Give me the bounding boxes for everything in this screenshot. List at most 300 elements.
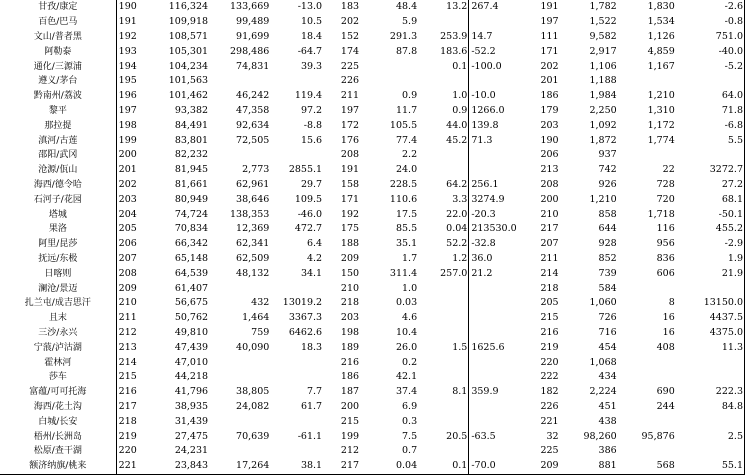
data-cell: 172: [340, 119, 360, 131]
data-cell: [418, 281, 469, 296]
table-row: [0, 459, 745, 474]
data-cell: 0.04: [360, 459, 418, 474]
data-cell: 4437.5: [676, 311, 745, 326]
airport-name-cell: 文山/普者黑: [0, 30, 116, 45]
data-cell: [270, 148, 323, 163]
data-cell: 207: [540, 238, 559, 250]
data-cell: 55.1: [676, 459, 745, 474]
data-cell: 171: [540, 45, 559, 57]
data-cell: -70.0: [469, 459, 530, 474]
airport-name-cell: 遵义/茅台: [0, 74, 116, 89]
data-cell: 65,148: [174, 252, 209, 264]
data-cell: 4375.0: [676, 326, 745, 341]
data-cell: -46.0: [297, 208, 323, 220]
data-cell: 116: [656, 223, 675, 235]
data-cell: [209, 370, 270, 385]
data-cell: 99,489: [236, 16, 270, 28]
data-cell: 36.0: [471, 252, 493, 264]
data-cell: 716: [598, 326, 617, 338]
data-cell: 5.9: [402, 16, 418, 28]
data-cell: 34.1: [300, 267, 323, 279]
data-cell: 209: [530, 459, 560, 474]
airport-name-cell: 松原/查干湖: [0, 444, 116, 459]
table-row: [0, 355, 745, 370]
table-row: [0, 444, 745, 459]
table-row: [0, 192, 745, 207]
airport-name-cell: 黔南州/荔波: [0, 89, 116, 104]
table-row: [0, 163, 745, 178]
table-row: [0, 281, 745, 296]
table-row: [0, 148, 745, 163]
data-cell: 24.0: [395, 164, 418, 176]
data-cell: [209, 74, 270, 89]
table-row: [0, 30, 745, 45]
data-cell: 204: [118, 208, 137, 220]
data-cell: 213: [118, 341, 137, 353]
data-cell: 214: [118, 356, 137, 368]
data-cell: -50.1: [676, 207, 745, 222]
data-cell: 221: [116, 459, 147, 474]
data-cell: 454: [598, 341, 617, 353]
data-cell: 198: [118, 119, 137, 131]
data-cell: [418, 74, 469, 89]
data-cell: [469, 74, 530, 89]
data-cell: [209, 148, 270, 163]
data-cell: 1.0: [402, 282, 418, 294]
data-cell: 17.5: [395, 208, 418, 220]
data-cell: -10.0: [471, 90, 496, 102]
data-cell: 39.3: [300, 60, 323, 72]
data-cell: 1,210: [589, 193, 617, 205]
data-cell: 438: [598, 415, 617, 427]
data-cell: 244: [656, 400, 675, 412]
data-cell: 61.7: [300, 400, 323, 412]
data-cell: 150: [340, 267, 360, 279]
airport-name-cell: 宁蒗/泸沽湖: [0, 340, 116, 355]
data-cell: 210: [540, 208, 559, 220]
data-cell: [209, 414, 270, 429]
data-cell: 109,918: [168, 16, 209, 28]
data-cell: 196: [118, 90, 137, 102]
data-cell: 1266.0: [471, 104, 505, 116]
data-cell: -5.2: [676, 59, 745, 74]
data-cell: [469, 414, 530, 429]
data-cell: 226: [340, 75, 360, 87]
data-cell: 13150.0: [676, 296, 745, 311]
data-cell: 858: [598, 208, 617, 220]
airport-name-cell: 通化/三源浦: [0, 59, 116, 74]
table-row: [0, 118, 745, 133]
data-cell: [418, 311, 469, 326]
data-cell: 110.6: [389, 193, 418, 205]
data-cell: [418, 326, 469, 341]
data-cell: 64,539: [174, 267, 209, 279]
data-cell: 215: [118, 371, 137, 383]
data-cell: 386: [598, 445, 617, 457]
table-row: [0, 133, 745, 148]
data-cell: 20.5: [418, 429, 469, 444]
data-cell: [360, 59, 418, 74]
data-cell: 206: [540, 149, 559, 161]
airport-name-cell: 沧源/佤山: [0, 163, 116, 178]
data-cell: 198: [340, 326, 360, 338]
table-row: [0, 326, 745, 341]
data-cell: 0.9: [402, 90, 418, 102]
data-cell: 12,369: [236, 223, 270, 235]
table-row: [0, 59, 745, 74]
airport-name-cell: 果洛: [0, 222, 116, 237]
data-cell: 38,646: [236, 193, 270, 205]
airport-name-cell: 白城/长安: [0, 414, 116, 429]
data-cell: 2855.1: [288, 164, 323, 176]
data-cell: 606: [656, 267, 675, 279]
data-cell: 193: [118, 45, 137, 57]
data-cell: 1.5: [418, 340, 469, 355]
data-cell: 216: [540, 326, 559, 338]
data-cell: 15.6: [300, 134, 323, 146]
table-row: [0, 252, 745, 267]
data-cell: 62,509: [236, 252, 270, 264]
data-cell: 186: [340, 371, 360, 383]
data-cell: [270, 355, 323, 370]
data-cell: 937: [598, 149, 617, 161]
data-cell: [469, 326, 530, 341]
airport-name-cell: 莎车: [0, 370, 116, 385]
data-cell: 205: [118, 223, 137, 235]
data-cell: 71.3: [471, 134, 493, 146]
data-cell: [418, 15, 469, 30]
data-cell: 213530.0: [471, 223, 517, 235]
table-row: [0, 311, 745, 326]
data-cell: 739: [598, 267, 617, 279]
data-cell: [360, 74, 418, 89]
data-cell: 759: [251, 326, 270, 338]
data-cell: 751.0: [676, 30, 745, 45]
data-cell: 3272.7: [676, 163, 745, 178]
data-cell: 17,264: [209, 459, 270, 474]
data-cell: 70,834: [174, 223, 209, 235]
data-cell: 62,961: [236, 178, 270, 190]
data-cell: 742: [598, 164, 617, 176]
data-cell: 8.1: [418, 385, 469, 400]
data-cell: 71.8: [676, 104, 745, 119]
data-cell: 119.4: [294, 90, 323, 102]
data-cell: 200: [118, 149, 137, 161]
data-cell: 190: [540, 134, 559, 146]
data-cell: 56,675: [174, 297, 209, 309]
data-cell: 4.6: [402, 312, 418, 324]
data-cell: 5.5: [676, 133, 745, 148]
data-cell: 31,439: [174, 415, 209, 427]
data-cell: 225: [340, 60, 360, 72]
data-cell: 1,092: [589, 119, 617, 131]
data-cell: 190: [118, 1, 137, 13]
table-row: [0, 340, 745, 355]
data-cell: [418, 400, 469, 415]
data-cell: 210: [118, 297, 137, 309]
data-cell: 92,634: [236, 119, 270, 131]
airport-name-cell: 阿勒泰: [0, 44, 116, 59]
data-cell: 197: [340, 104, 360, 116]
data-cell: 226: [540, 400, 559, 412]
data-cell: 64.2: [418, 178, 469, 193]
data-cell: [676, 74, 745, 89]
data-cell: 202: [540, 60, 559, 72]
data-cell: 200: [340, 400, 360, 412]
data-cell: -0.8: [676, 15, 745, 30]
data-cell: 81,945: [174, 164, 209, 176]
data-cell: 98,260: [583, 430, 617, 442]
data-cell: 22.0: [418, 207, 469, 222]
data-cell: [618, 370, 676, 385]
data-cell: 22: [662, 164, 675, 176]
data-cell: 202: [340, 16, 360, 28]
data-cell: 256.1: [471, 178, 499, 190]
data-cell: 690: [656, 386, 675, 398]
data-cell: 216: [340, 356, 360, 368]
table-row: [0, 266, 745, 281]
data-cell: 111: [540, 30, 559, 42]
data-cell: 1.2: [418, 252, 469, 267]
data-cell: 16: [662, 312, 675, 324]
data-cell: 218: [118, 415, 137, 427]
data-cell: [418, 414, 469, 429]
data-cell: [469, 163, 530, 178]
data-cell: 209: [340, 252, 360, 264]
table-row: [0, 0, 745, 15]
data-cell: 215: [540, 312, 559, 324]
data-cell: 208: [540, 178, 559, 190]
data-cell: 189: [340, 341, 360, 353]
data-cell: 191: [340, 164, 360, 176]
airport-name-cell: 霍林河: [0, 355, 116, 370]
data-cell: 225: [540, 445, 559, 457]
data-cell: [618, 281, 676, 296]
data-cell: 61,407: [174, 282, 209, 294]
data-cell: 81,661: [174, 178, 209, 190]
data-cell: [676, 355, 745, 370]
data-cell: [676, 148, 745, 163]
data-cell: [418, 148, 469, 163]
data-cell: 720: [656, 193, 675, 205]
data-cell: 64.0: [676, 89, 745, 104]
data-cell: [209, 355, 270, 370]
data-cell: 216: [118, 386, 137, 398]
data-cell: 85.5: [395, 223, 418, 235]
data-cell: 203: [118, 193, 137, 205]
data-cell: 568: [618, 459, 676, 474]
data-cell: 158: [340, 178, 360, 190]
data-cell: 1.9: [676, 252, 745, 267]
airport-name-cell: 阿里/昆莎: [0, 237, 116, 252]
data-cell: 50,762: [174, 312, 209, 324]
data-cell: 186: [540, 90, 559, 102]
data-cell: 211: [340, 90, 360, 102]
data-cell: 1,522: [589, 16, 617, 28]
table-row: [0, 414, 745, 429]
data-cell: 1,060: [589, 297, 617, 309]
data-cell: 956: [656, 238, 675, 250]
data-cell: 32: [546, 430, 559, 442]
data-cell: 208: [340, 149, 360, 161]
data-cell: [676, 444, 745, 459]
data-cell: 4,859: [647, 45, 675, 57]
data-cell: 14.7: [471, 30, 493, 42]
data-cell: 183.6: [418, 44, 469, 59]
data-cell: 176: [340, 134, 360, 146]
data-cell: 434: [598, 371, 617, 383]
data-cell: 222.3: [676, 385, 745, 400]
data-cell: [469, 296, 530, 311]
data-cell: [469, 148, 530, 163]
data-cell: 179: [540, 104, 559, 116]
data-cell: 66,342: [174, 238, 209, 250]
data-cell: 212: [118, 326, 137, 338]
data-cell: 152: [340, 30, 360, 42]
data-cell: 267.4: [471, 1, 499, 13]
data-cell: 222: [540, 371, 559, 383]
data-cell: 29.7: [300, 178, 323, 190]
data-cell: 221: [540, 415, 559, 427]
data-cell: 2,224: [589, 386, 617, 398]
data-cell: 108,571: [168, 30, 209, 42]
table-row: [0, 296, 745, 311]
data-cell: 11.7: [395, 104, 418, 116]
data-cell: 1,172: [647, 119, 675, 131]
data-cell: -52.2: [471, 45, 496, 57]
data-cell: 202: [118, 178, 137, 190]
data-cell: 0.3: [402, 415, 418, 427]
data-cell: 16: [662, 326, 675, 338]
data-cell: -32.8: [471, 238, 496, 250]
data-cell: 37.4: [395, 386, 418, 398]
airport-name-cell: 甘孜/康定: [0, 0, 116, 15]
data-cell: 1,106: [589, 60, 617, 72]
data-cell: 214: [540, 267, 559, 279]
data-cell: -63.5: [471, 430, 496, 442]
data-cell: [676, 370, 745, 385]
data-cell: 218: [540, 282, 559, 294]
airport-name-cell: 额济纳旗/桃来: [0, 459, 116, 474]
data-cell: 228.5: [389, 178, 418, 190]
data-cell: 48,132: [236, 267, 270, 279]
data-cell: 455.2: [676, 222, 745, 237]
data-cell: 187: [340, 386, 360, 398]
airport-name-cell: 扎兰屯/成吉思汗: [0, 296, 116, 311]
data-cell: 208: [118, 267, 137, 279]
data-cell: 852: [598, 252, 617, 264]
data-cell: 203: [340, 312, 360, 324]
data-cell: 49,810: [174, 326, 209, 338]
data-cell: 1,210: [647, 90, 675, 102]
data-cell: 38,805: [236, 386, 270, 398]
data-cell: -8.8: [303, 119, 323, 131]
table-row: [0, 104, 745, 119]
data-cell: 84.8: [676, 400, 745, 415]
data-cell: 47,010: [174, 356, 209, 368]
data-cell: 7.7: [306, 386, 323, 398]
data-cell: [270, 444, 323, 459]
data-cell: [418, 296, 469, 311]
table-row: [0, 370, 745, 385]
data-cell: -20.3: [471, 208, 496, 220]
data-cell: 7.5: [402, 430, 418, 442]
data-cell: 133,669: [230, 1, 270, 13]
data-cell: [418, 444, 469, 459]
data-cell: 27.2: [676, 178, 745, 193]
data-cell: 201: [118, 164, 137, 176]
data-cell: 2,773: [242, 164, 270, 176]
data-cell: 0.7: [402, 445, 418, 457]
data-cell: [676, 281, 745, 296]
airport-name-cell: 黎平: [0, 104, 116, 119]
data-cell: 101,462: [168, 90, 209, 102]
data-cell: 13.2: [418, 0, 469, 15]
data-cell: 8: [668, 297, 675, 309]
data-cell: [469, 281, 530, 296]
data-cell: 182: [540, 386, 559, 398]
data-cell: [618, 414, 676, 429]
data-cell: 205: [540, 297, 559, 309]
data-cell: 104,234: [168, 60, 209, 72]
data-cell: 6462.6: [288, 326, 323, 338]
data-cell: 6.4: [306, 238, 323, 250]
data-cell: 209: [118, 282, 137, 294]
data-cell: 23,843: [147, 459, 209, 474]
data-cell: 218: [340, 297, 360, 309]
data-cell: 62,341: [236, 238, 270, 250]
data-cell: 18.4: [300, 30, 323, 42]
data-cell: 27,475: [174, 430, 209, 442]
data-cell: 201: [540, 75, 559, 87]
data-cell: 41,796: [174, 386, 209, 398]
data-cell: [469, 400, 530, 415]
data-cell: 6.9: [402, 400, 418, 412]
data-cell: 2.2: [402, 149, 418, 161]
data-cell: 46,242: [236, 90, 270, 102]
data-cell: -64.7: [297, 45, 323, 57]
data-cell: 48.4: [395, 1, 418, 13]
data-cell: 1,984: [589, 90, 617, 102]
data-cell: 212: [340, 445, 360, 457]
data-cell: 0.1: [418, 59, 469, 74]
data-cell: 24,082: [236, 400, 270, 412]
data-cell: 584: [598, 282, 617, 294]
data-cell: [209, 444, 270, 459]
data-cell: 217: [118, 400, 137, 412]
data-cell: 138,353: [230, 208, 270, 220]
data-cell: 194: [118, 60, 137, 72]
table-row: [0, 400, 745, 415]
airport-name-cell: 邵阳/武冈: [0, 148, 116, 163]
data-cell: 219: [118, 430, 137, 442]
data-cell: 191: [540, 1, 559, 13]
data-cell: [618, 74, 676, 89]
airport-name-cell: 那拉提: [0, 118, 116, 133]
data-cell: 188: [340, 238, 360, 250]
data-cell: 1,718: [647, 208, 675, 220]
data-cell: 728: [656, 178, 675, 190]
data-cell: 206: [118, 238, 137, 250]
data-cell: 1,167: [647, 60, 675, 72]
data-cell: 139.8: [471, 119, 499, 131]
data-cell: [270, 281, 323, 296]
airport-name-cell: 日喀则: [0, 266, 116, 281]
data-cell: 199: [340, 430, 360, 442]
data-cell: 2,250: [589, 104, 617, 116]
table-row: [0, 385, 745, 400]
data-cell: 197: [540, 16, 559, 28]
